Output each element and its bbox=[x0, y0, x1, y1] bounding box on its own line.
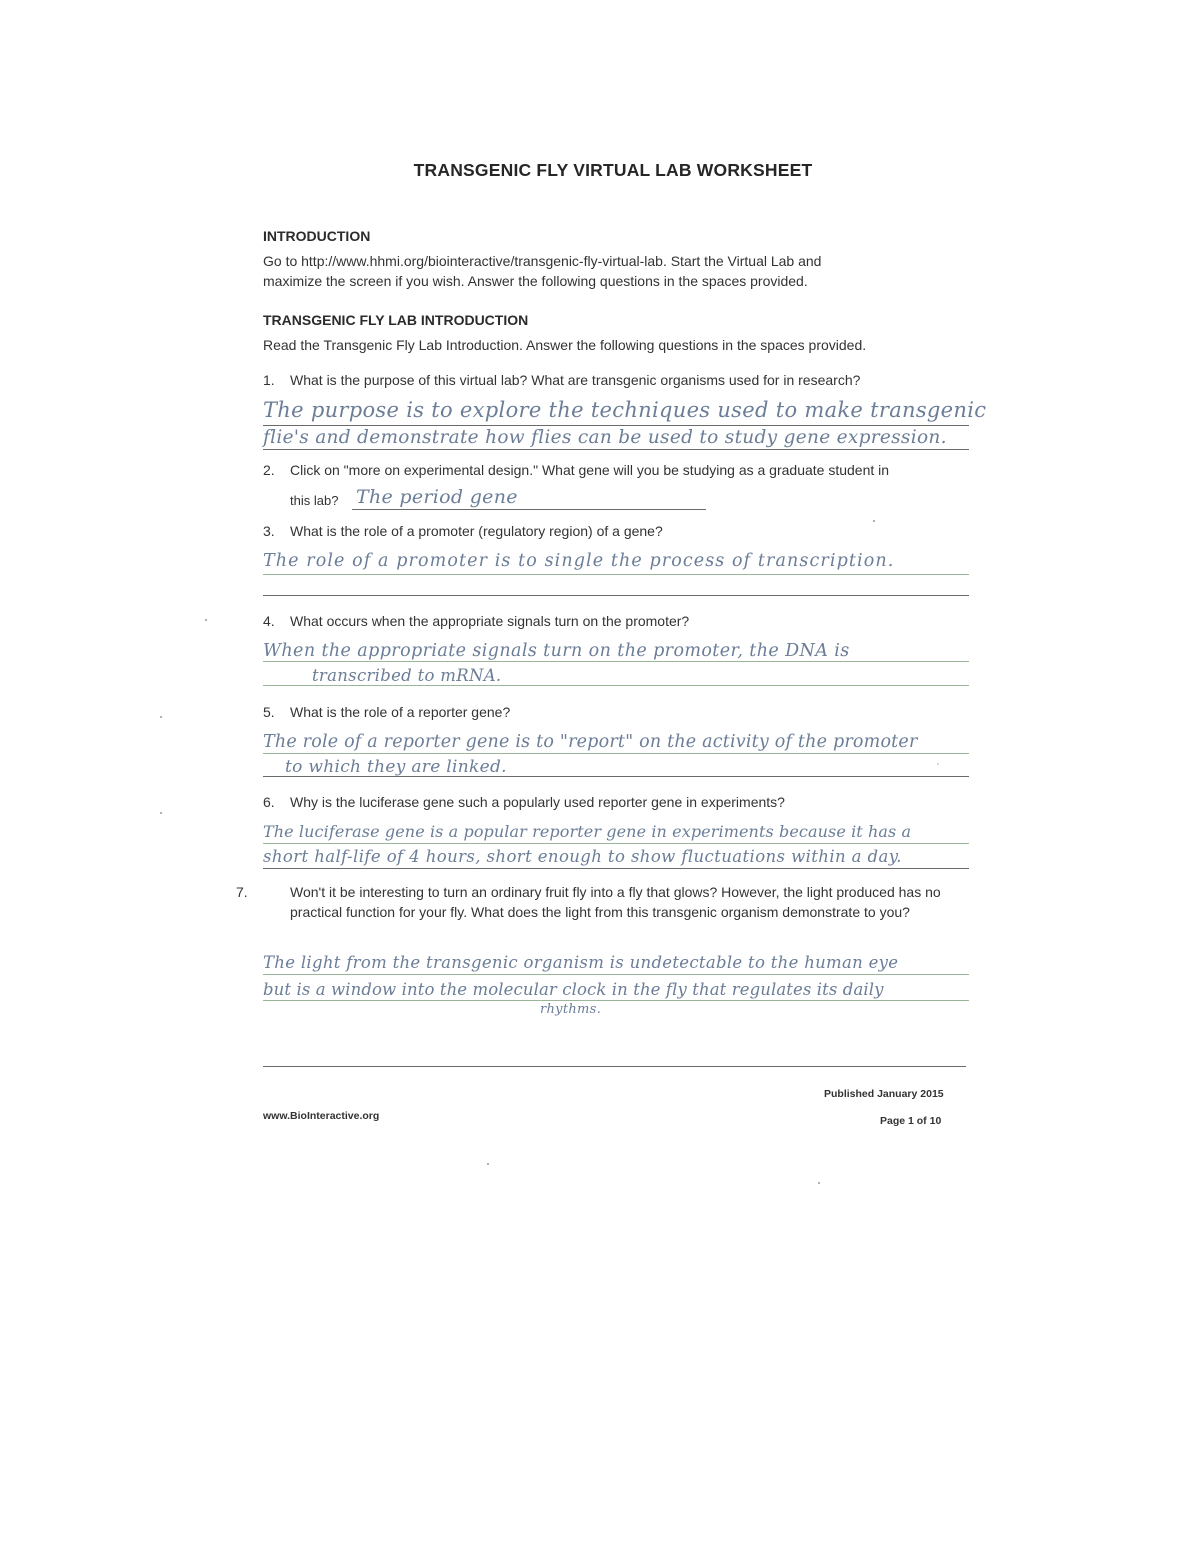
question-3 bbox=[263, 521, 973, 541]
page-title: TRANSGENIC FLY VIRTUAL LAB WORKSHEET bbox=[413, 160, 813, 180]
scan-speck bbox=[205, 619, 207, 621]
question-2-text: Click on "more on experimental design." What gene will you be studying as a graduate student in bbox=[290, 462, 890, 478]
question-7 bbox=[236, 882, 970, 922]
question-5-text: What is the role of a reporter gene? bbox=[290, 704, 511, 720]
answer-1-rule-2 bbox=[263, 449, 969, 450]
answer-3-rule-2 bbox=[263, 595, 969, 596]
introduction-line-2: maximize the screen if you wish. Answer the following questions in the spaces provided. bbox=[263, 273, 808, 289]
introduction-line-1: Go to http://www.hhmi.org/biointeractive/transgenic-fly-virtual-lab. Start the Virtual Lab and bbox=[263, 253, 822, 269]
answer-5-line-1: The role of a reporter gene is to "report" on the activity of the promoter bbox=[263, 732, 918, 752]
question-1-text: What is the purpose of this virtual lab? What are transgenic organisms used for in research? bbox=[290, 372, 861, 388]
question-2-text-continued: this lab? bbox=[290, 493, 339, 508]
answer-7-line-3: rhythms. bbox=[540, 1002, 602, 1017]
answer-7-rule-1 bbox=[263, 974, 969, 975]
lab-intro-text: Read the Transgenic Fly Lab Introduction. Answer the following questions in the spaces provided. bbox=[263, 337, 867, 353]
question-7-text: Won't it be interesting to turn an ordinary fruit fly into a fly that glows? However, the light produced has no practical function for your fly. What does the light from this transgenic organism demonstrate to you? bbox=[290, 884, 941, 920]
answer-7-line-2: but is a window into the molecular clock in the fly that regulates its daily bbox=[263, 980, 884, 999]
answer-6-rule-2 bbox=[263, 868, 969, 869]
question-2 bbox=[263, 460, 973, 480]
question-7-number: 7. bbox=[236, 884, 248, 900]
question-4 bbox=[263, 611, 973, 631]
scan-speck bbox=[937, 763, 939, 765]
question-4-text: What occurs when the appropriate signals turn on the promoter? bbox=[290, 613, 690, 629]
answer-7-rule-3 bbox=[263, 1066, 966, 1067]
answer-4-rule-1 bbox=[263, 661, 969, 662]
answer-2-blank-line bbox=[352, 509, 706, 510]
question-6 bbox=[263, 792, 973, 812]
published-date: Published January 2015 bbox=[824, 1088, 944, 1100]
answer-1-line-2: flie's and demonstrate how flies can be used to study gene expression. bbox=[263, 427, 947, 448]
answer-3-line-1: The role of a promoter is to single the process of transcription. bbox=[263, 551, 895, 571]
introduction-heading: INTRODUCTION bbox=[263, 228, 371, 244]
question-2-number: 2. bbox=[263, 462, 275, 478]
question-3-text: What is the role of a promoter (regulatory region) of a gene? bbox=[290, 523, 663, 539]
answer-4-rule-2 bbox=[263, 685, 969, 686]
answer-7-rule-2 bbox=[263, 1000, 969, 1001]
question-5 bbox=[263, 702, 973, 722]
answer-4-line-2: transcribed to mRNA. bbox=[312, 666, 502, 685]
answer-1-rule-1 bbox=[263, 425, 969, 426]
page-number: Page 1 of 10 bbox=[880, 1115, 942, 1127]
lab-intro-heading: TRANSGENIC FLY LAB INTRODUCTION bbox=[263, 312, 529, 328]
scan-speck bbox=[487, 1163, 489, 1165]
answer-5-line-2: to which they are linked. bbox=[285, 757, 507, 777]
question-6-number: 6. bbox=[263, 794, 275, 810]
question-6-text: Why is the luciferase gene such a popularly used reporter gene in experiments? bbox=[290, 794, 785, 810]
answer-6-rule-1 bbox=[263, 843, 969, 844]
answer-5-rule-1 bbox=[263, 753, 969, 754]
answer-1-line-1: The purpose is to explore the techniques used to make transgenic bbox=[263, 398, 987, 422]
scan-speck bbox=[873, 520, 875, 522]
answer-5-rule-2 bbox=[263, 776, 969, 777]
footer-site: www.BioInteractive.org bbox=[263, 1110, 380, 1122]
answer-7-line-1: The light from the transgenic organism is undetectable to the human eye bbox=[263, 953, 899, 972]
answer-3-rule-1 bbox=[263, 574, 969, 575]
scan-speck bbox=[818, 1182, 820, 1184]
question-3-number: 3. bbox=[263, 523, 275, 539]
question-1 bbox=[263, 370, 973, 390]
scan-speck bbox=[160, 716, 162, 718]
question-1-number: 1. bbox=[263, 372, 275, 388]
question-5-number: 5. bbox=[263, 704, 275, 720]
answer-4-line-1: When the appropriate signals turn on the promoter, the DNA is bbox=[263, 641, 850, 661]
answer-6-line-1: The luciferase gene is a popular reporter gene in experiments because it has a bbox=[263, 822, 912, 841]
answer-2-line-1: The period gene bbox=[356, 486, 518, 508]
question-4-number: 4. bbox=[263, 613, 275, 629]
answer-6-line-2: short half-life of 4 hours, short enough to show fluctuations within a day. bbox=[263, 847, 902, 866]
scan-speck bbox=[160, 812, 162, 814]
